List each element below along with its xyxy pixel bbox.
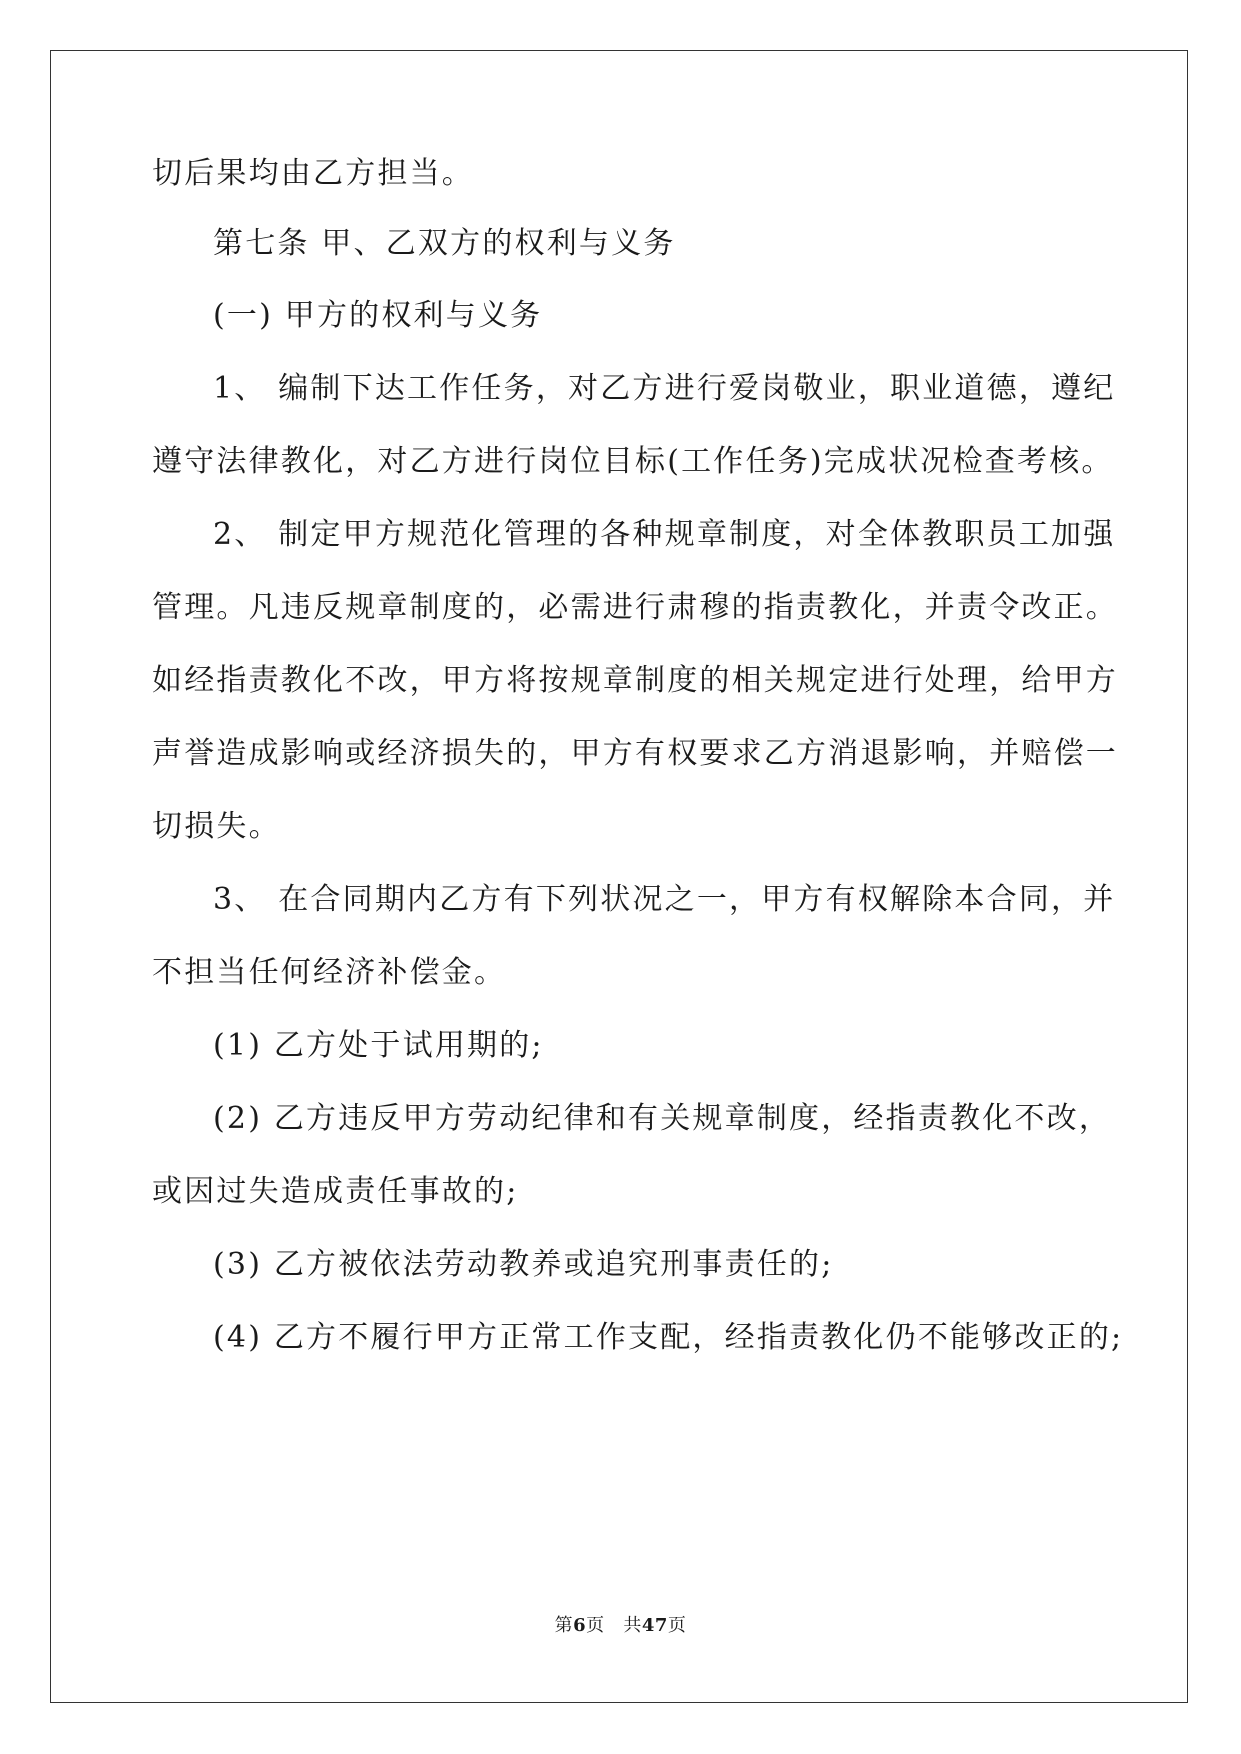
- body-line: 遵守法律教化，对乙方进行岗位目标(工作任务)完成状况检查考核。: [152, 444, 1114, 479]
- body-line: 声誉造成影响或经济损失的，甲方有权要求乙方消退影响，并赔偿一: [152, 736, 1118, 771]
- list-item: (3) 乙方被依法劳动教养或追究刑事责任的;: [213, 1247, 834, 1282]
- list-item: (1) 乙方处于试用期的;: [213, 1028, 544, 1063]
- section-heading: (一) 甲方的权利与义务: [213, 298, 543, 333]
- body-line: 2、 制定甲方规范化管理的各种规章制度，对全体教职员工加强: [213, 517, 1116, 552]
- footer-total-prefix: 共: [623, 1615, 642, 1636]
- list-item-continuation: 或因过失造成责任事故的;: [152, 1174, 519, 1209]
- footer-page-prefix: 第: [554, 1615, 574, 1636]
- footer-page-suffix: 页: [586, 1615, 605, 1636]
- list-item: (4) 乙方不履行甲方正常工作支配，经指责教化仍不能够改正的;: [213, 1320, 1124, 1355]
- footer-total-suffix: 页: [667, 1615, 687, 1636]
- list-item: (2) 乙方违反甲方劳动纪律和有关规章制度，经指责教化不改，: [213, 1101, 1112, 1136]
- body-line: 不担当任何经济补偿金。: [152, 955, 507, 990]
- body-line: 3、 在合同期内乙方有下列状况之一，甲方有权解除本合同，并: [213, 882, 1116, 917]
- body-line: 切损失。: [152, 809, 281, 844]
- article-heading: 第七条 甲、乙双方的权利与义务: [213, 226, 676, 261]
- footer-page-number: 6: [573, 1615, 587, 1636]
- body-line: 切后果均由乙方担当。: [152, 156, 474, 191]
- footer-total-pages: 47: [641, 1615, 668, 1636]
- body-line: 1、 编制下达工作任务，对乙方进行爱岗敬业，职业道德，遵纪: [213, 371, 1116, 406]
- body-line: 管理。凡违反规章制度的，必需进行肃穆的指责教化，并责令改正。: [152, 590, 1118, 625]
- body-line: 如经指责教化不改，甲方将按规章制度的相关规定进行处理，给甲方: [152, 663, 1118, 698]
- page-footer: [0, 1614, 1241, 1638]
